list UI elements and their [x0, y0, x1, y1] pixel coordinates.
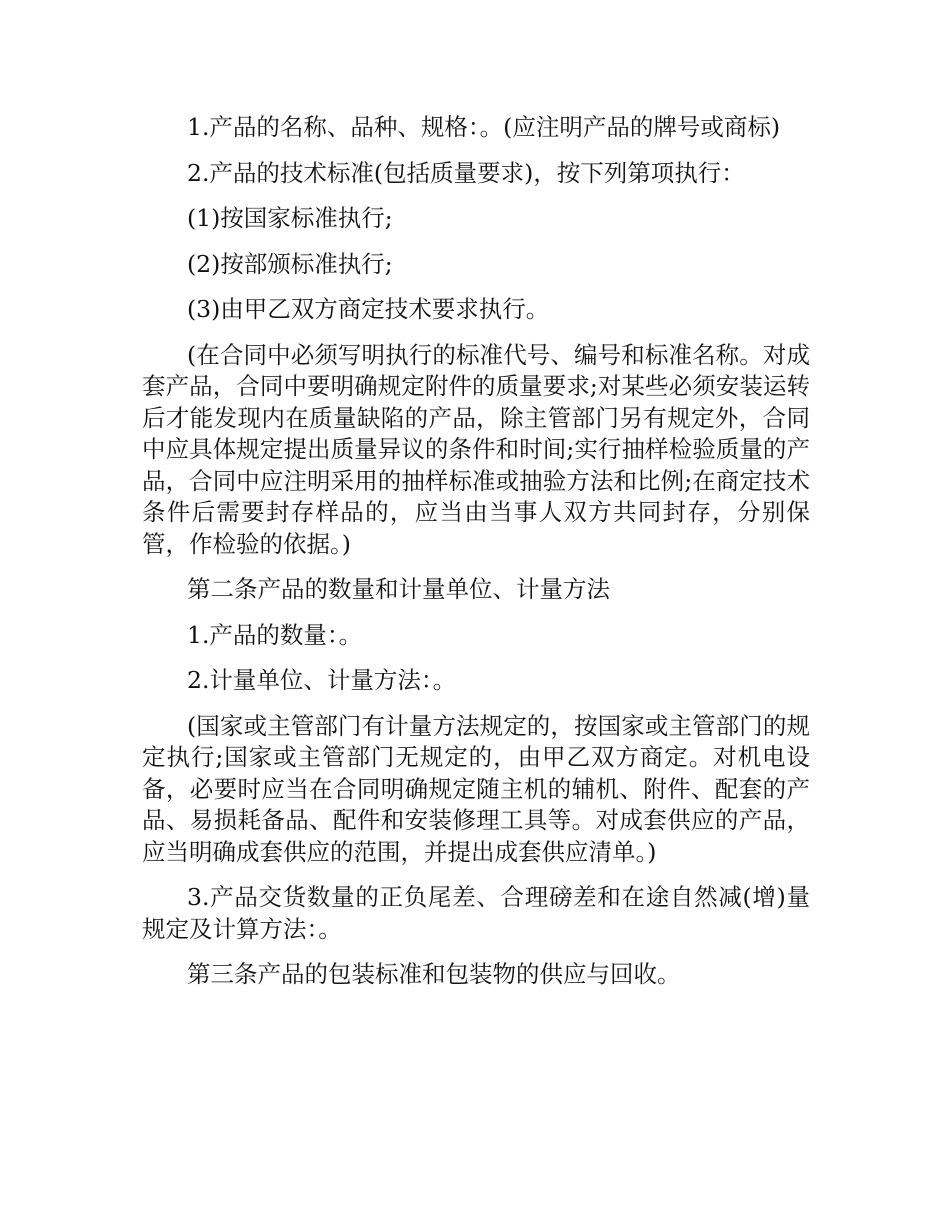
paragraph-option-national: (1)按国家标准执行; — [187, 204, 393, 232]
section-heading-article-2: 第二条产品的数量和计量单位、计量方法 — [187, 575, 610, 603]
paragraph-product-quantity: 1.产品的数量：。 — [187, 620, 363, 649]
paragraph-standard-notes: (在合同中必须写明执行的标准代号、编号和标准名称。对成套产品，合同中要明确规定附件的质量要求;对某些必须安装运转后才能发现内在质量缺陷的产品，除主管部门另有规定外，合同中应具体规定提出质量异议的条件和时间;实行抽样检验质量的产品，合同中应注明采用的抽样标准或抽验方法和比例;在商定技术条件后需要封存样品的，应当由当事人双方共同封存，分别保管，作检验的依据。) — [142, 340, 810, 558]
paragraph-option-ministry: (2)按部颁标准执行; — [187, 249, 393, 278]
paragraph-delivery-tolerance: 3.产品交货数量的正负尾差、合理磅差和在途自然减(增)量规定及计算方法：。 — [142, 883, 810, 943]
paragraph-technical-standard: 2.产品的技术标准(包括质量要求)，按下列第项执行： — [187, 158, 745, 187]
paragraph-measurement-unit: 2.计量单位、计量方法：。 — [187, 666, 457, 694]
document-body — [142, 112, 810, 1005]
section-heading-article-3: 第三条产品的包装标准和包装物的供应与回收。 — [187, 960, 681, 988]
paragraph-measurement-notes: (国家或主管部门有计量方法规定的，按国家或主管部门的规定执行;国家或主管部门无规定的，由甲乙双方商定。对机电设备，必要时应当在合同明确规定随主机的辅机、附件、配套的产品、易损耗备品、配件和安装修理工具等。对成套供应的产品，应当明确成套供应的范围，并提出成套供应清单。) — [142, 711, 810, 866]
paragraph-option-negotiated: (3)由甲乙双方商定技术要求执行。 — [187, 295, 550, 323]
paragraph-product-name: 1.产品的名称、品种、规格：。(应注明产品的牌号或商标) — [187, 113, 781, 141]
